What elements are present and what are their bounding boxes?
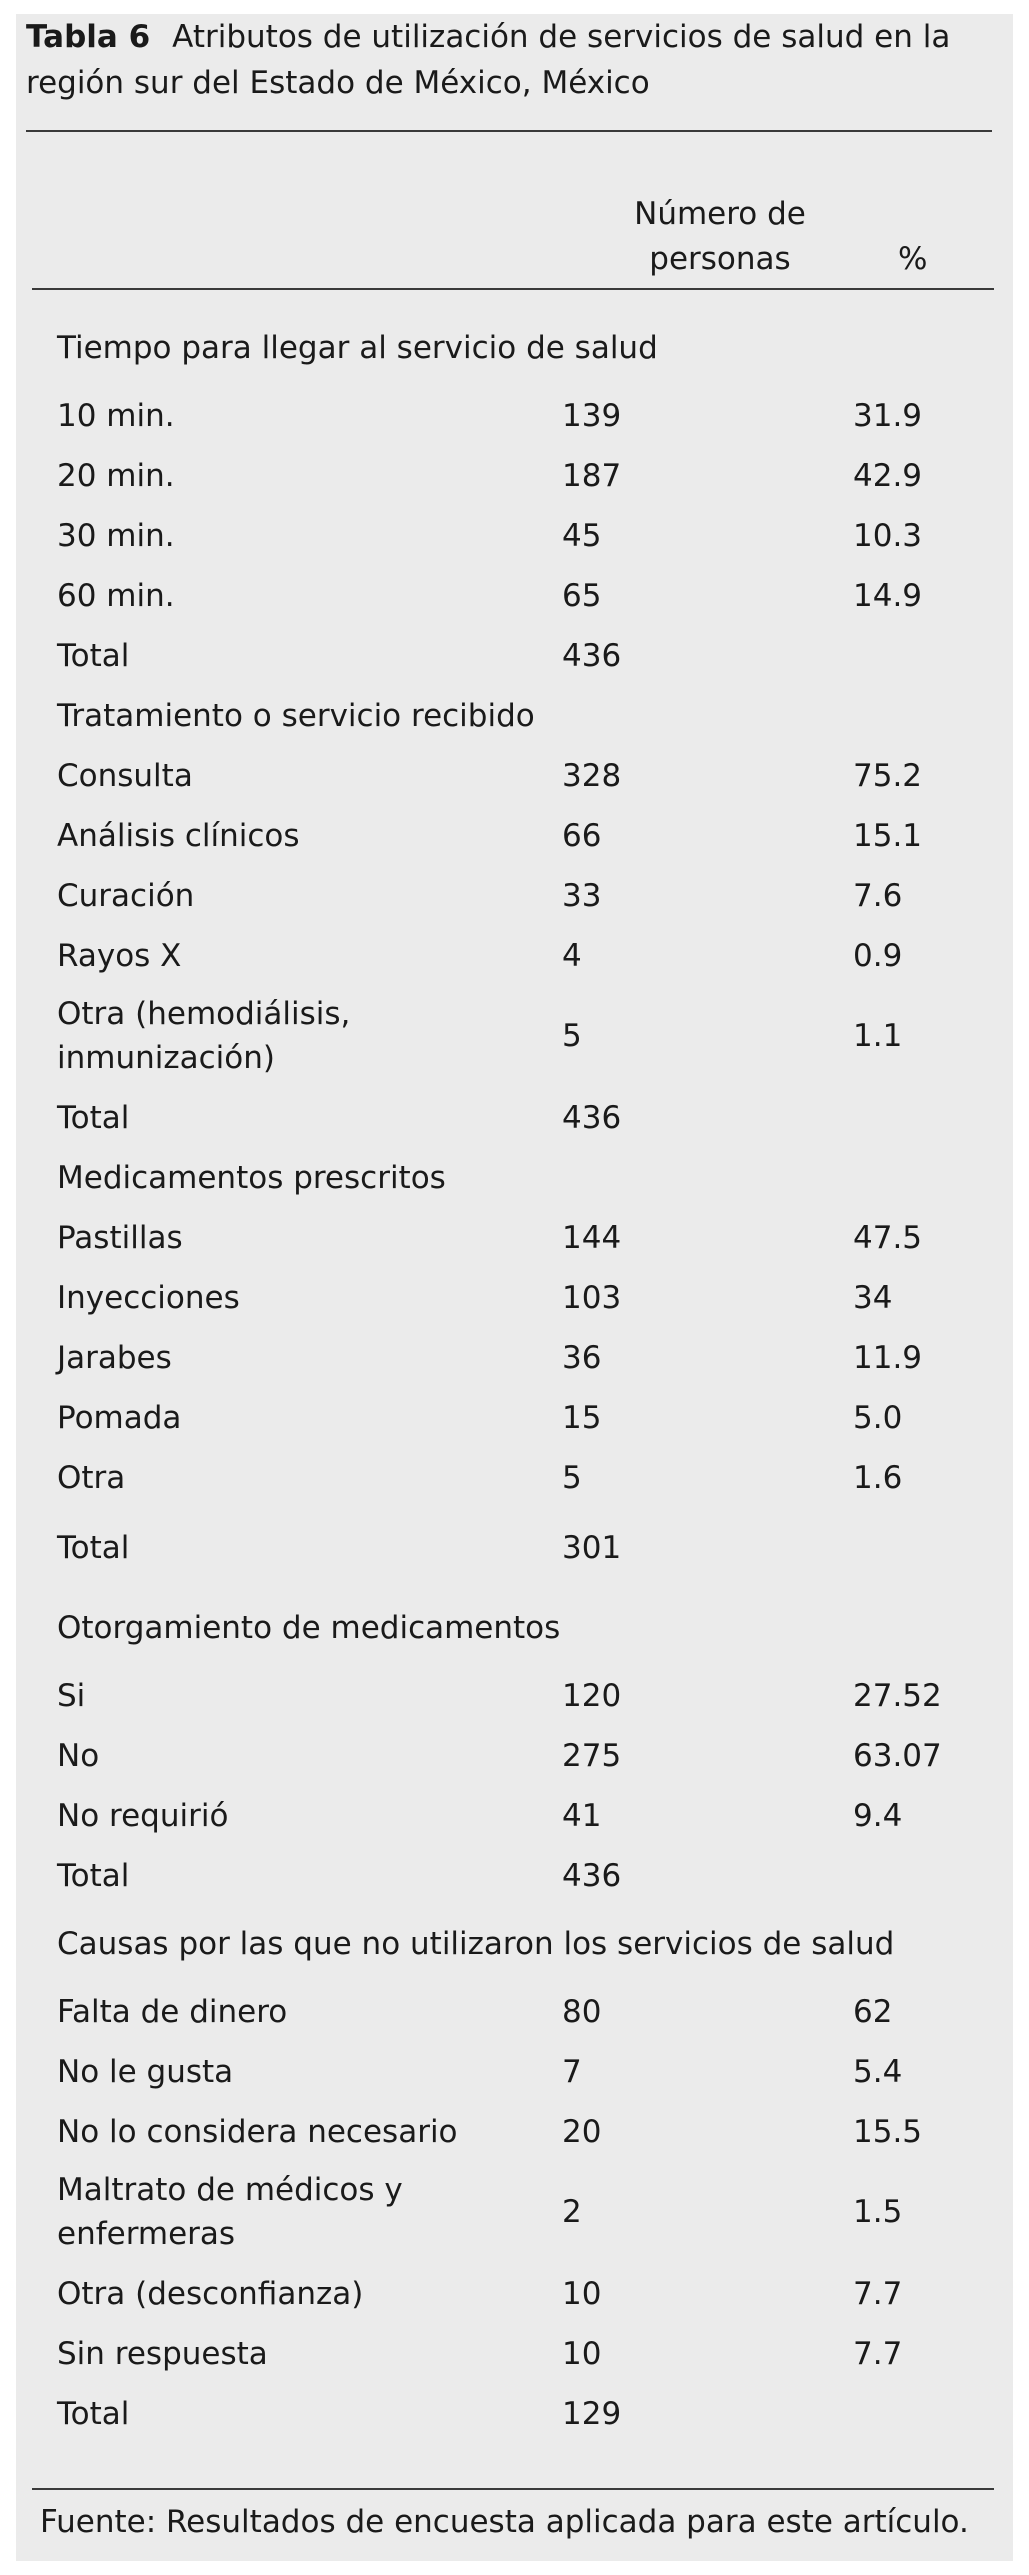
row-label: Total	[57, 1530, 130, 1566]
table-title: Atributos de utilización de servicios de salud en la región sur del Estado de México, México	[26, 19, 951, 101]
footer-rule	[32, 2488, 994, 2490]
table-row	[0, 754, 1029, 798]
row-label: No requirió	[57, 1798, 229, 1834]
row-label: Rayos X	[57, 938, 182, 974]
table-footnote: Fuente: Resultados de encuesta aplicada para este artículo.	[40, 2504, 969, 2540]
table-label: Tabla 6	[26, 19, 151, 55]
row-count: 65	[562, 578, 602, 614]
row-count: 436	[562, 1858, 622, 1894]
table-row	[0, 1276, 1029, 1320]
row-label: No le gusta	[57, 2054, 234, 2090]
row-percent: 1.5	[853, 2194, 903, 2230]
header-rule	[32, 288, 994, 290]
table-row	[0, 1336, 1029, 1380]
row-count: 120	[562, 1678, 622, 1714]
row-label: Otra (desconfianza)	[57, 2276, 364, 2312]
row-label: Si	[57, 1678, 86, 1714]
row-percent: 7.7	[853, 2276, 903, 2312]
table-row	[0, 814, 1029, 858]
row-percent: 11.9	[853, 1340, 923, 1376]
row-count: 328	[562, 758, 622, 794]
section-title-text: Causas por las que no utilizaron los servicios de salud	[57, 1926, 895, 1962]
row-count: 15	[562, 1400, 602, 1436]
row-percent: 42.9	[853, 458, 923, 494]
table-row	[0, 1734, 1029, 1778]
row-label: No lo considera necesario	[57, 2114, 458, 2150]
row-count: 80	[562, 1994, 602, 2030]
row-percent: 7.6	[853, 878, 903, 914]
row-percent: 1.6	[853, 1460, 903, 1496]
row-percent: 7.7	[853, 2336, 903, 2372]
section-title-text: Otorgamiento de medicamentos	[57, 1610, 561, 1646]
column-header-percent: %	[898, 241, 928, 277]
row-percent: 5.0	[853, 1400, 903, 1436]
row-percent: 34	[853, 1280, 893, 1316]
table-row-total	[0, 634, 1029, 678]
row-percent: 9.4	[853, 1798, 903, 1834]
row-percent: 14.9	[853, 578, 923, 614]
row-percent: 15.5	[853, 2114, 923, 2150]
row-count: 4	[562, 938, 582, 974]
row-label: Maltrato de médicos y enfermeras	[57, 2172, 403, 2252]
row-count: 20	[562, 2114, 602, 2150]
row-count: 41	[562, 1798, 602, 1834]
row-count: 187	[562, 458, 622, 494]
row-label: Pomada	[57, 1400, 182, 1436]
row-label: No	[57, 1738, 100, 1774]
row-count: 5	[562, 1460, 582, 1496]
row-label: Otra (hemodiálisis, inmunización)	[57, 996, 351, 1076]
section-title	[0, 1922, 1029, 1966]
row-percent: 27.52	[853, 1678, 942, 1714]
column-header-count-line1: Número de	[634, 196, 806, 232]
table-row	[0, 1794, 1029, 1838]
table-row	[0, 874, 1029, 918]
column-header-count-line2: personas	[649, 241, 791, 277]
table-row	[0, 394, 1029, 438]
row-label: Otra	[57, 1460, 126, 1496]
row-count: 10	[562, 2336, 602, 2372]
section-title	[0, 1156, 1029, 1200]
table-row	[0, 2050, 1029, 2094]
table-row	[0, 992, 1029, 1080]
row-count: 139	[562, 398, 622, 434]
row-label: Total	[57, 1100, 130, 1136]
table-row-total	[0, 2392, 1029, 2436]
row-percent: 62	[853, 1994, 893, 2030]
table-row-total	[0, 1526, 1029, 1570]
row-label: Total	[57, 638, 130, 674]
row-count: 36	[562, 1340, 602, 1376]
row-count: 301	[562, 1530, 622, 1566]
row-percent: 47.5	[853, 1220, 923, 1256]
row-count: 2	[562, 2194, 582, 2230]
table-row-total	[0, 1096, 1029, 1140]
row-count: 144	[562, 1220, 622, 1256]
row-label: Pastillas	[57, 1220, 183, 1256]
row-count: 45	[562, 518, 602, 554]
row-percent: 15.1	[853, 818, 923, 854]
table-caption	[26, 14, 996, 106]
table-row	[0, 1456, 1029, 1500]
row-label: Curación	[57, 878, 195, 914]
row-label: Total	[57, 1858, 130, 1894]
row-percent: 5.4	[853, 2054, 903, 2090]
row-label: Consulta	[57, 758, 193, 794]
row-count: 33	[562, 878, 602, 914]
row-percent: 10.3	[853, 518, 923, 554]
section-title-text: Tiempo para llegar al servicio de salud	[57, 330, 658, 366]
table-row	[0, 514, 1029, 558]
table-row-total	[0, 1854, 1029, 1898]
row-label: Total	[57, 2396, 130, 2432]
table-row	[0, 454, 1029, 498]
row-label: 10 min.	[57, 398, 175, 434]
table-row	[0, 1674, 1029, 1718]
row-label: Análisis clínicos	[57, 818, 300, 854]
row-label: 20 min.	[57, 458, 175, 494]
row-count: 5	[562, 1018, 582, 1054]
row-count: 129	[562, 2396, 622, 2432]
table-row	[0, 2110, 1029, 2154]
table-row	[0, 934, 1029, 978]
row-percent: 31.9	[853, 398, 923, 434]
caption-rule	[26, 130, 992, 132]
table-row	[0, 1216, 1029, 1260]
row-percent: 75.2	[853, 758, 923, 794]
row-percent: 0.9	[853, 938, 903, 974]
table-row	[0, 2332, 1029, 2376]
row-label: Jarabes	[57, 1340, 172, 1376]
row-count: 7	[562, 2054, 582, 2090]
section-title-text: Tratamiento o servicio recibido	[57, 698, 535, 734]
row-count: 10	[562, 2276, 602, 2312]
table-row	[0, 1990, 1029, 2034]
table-row	[0, 2272, 1029, 2316]
section-title	[0, 694, 1029, 738]
row-label: Inyecciones	[57, 1280, 240, 1316]
section-title	[0, 326, 1029, 370]
row-count: 103	[562, 1280, 622, 1316]
section-title	[0, 1606, 1029, 1650]
row-label: Sin respuesta	[57, 2336, 268, 2372]
row-count: 66	[562, 818, 602, 854]
row-label: 30 min.	[57, 518, 175, 554]
row-count: 436	[562, 1100, 622, 1136]
section-title-text: Medicamentos prescritos	[57, 1160, 446, 1196]
column-header-count	[600, 192, 840, 282]
row-count: 275	[562, 1738, 622, 1774]
row-count: 436	[562, 638, 622, 674]
row-percent: 1.1	[853, 1018, 903, 1054]
row-label: Falta de dinero	[57, 1994, 288, 2030]
row-label: 60 min.	[57, 578, 175, 614]
table-row	[0, 574, 1029, 618]
row-percent: 63.07	[853, 1738, 942, 1774]
table-row	[0, 2168, 1029, 2256]
table-row	[0, 1396, 1029, 1440]
